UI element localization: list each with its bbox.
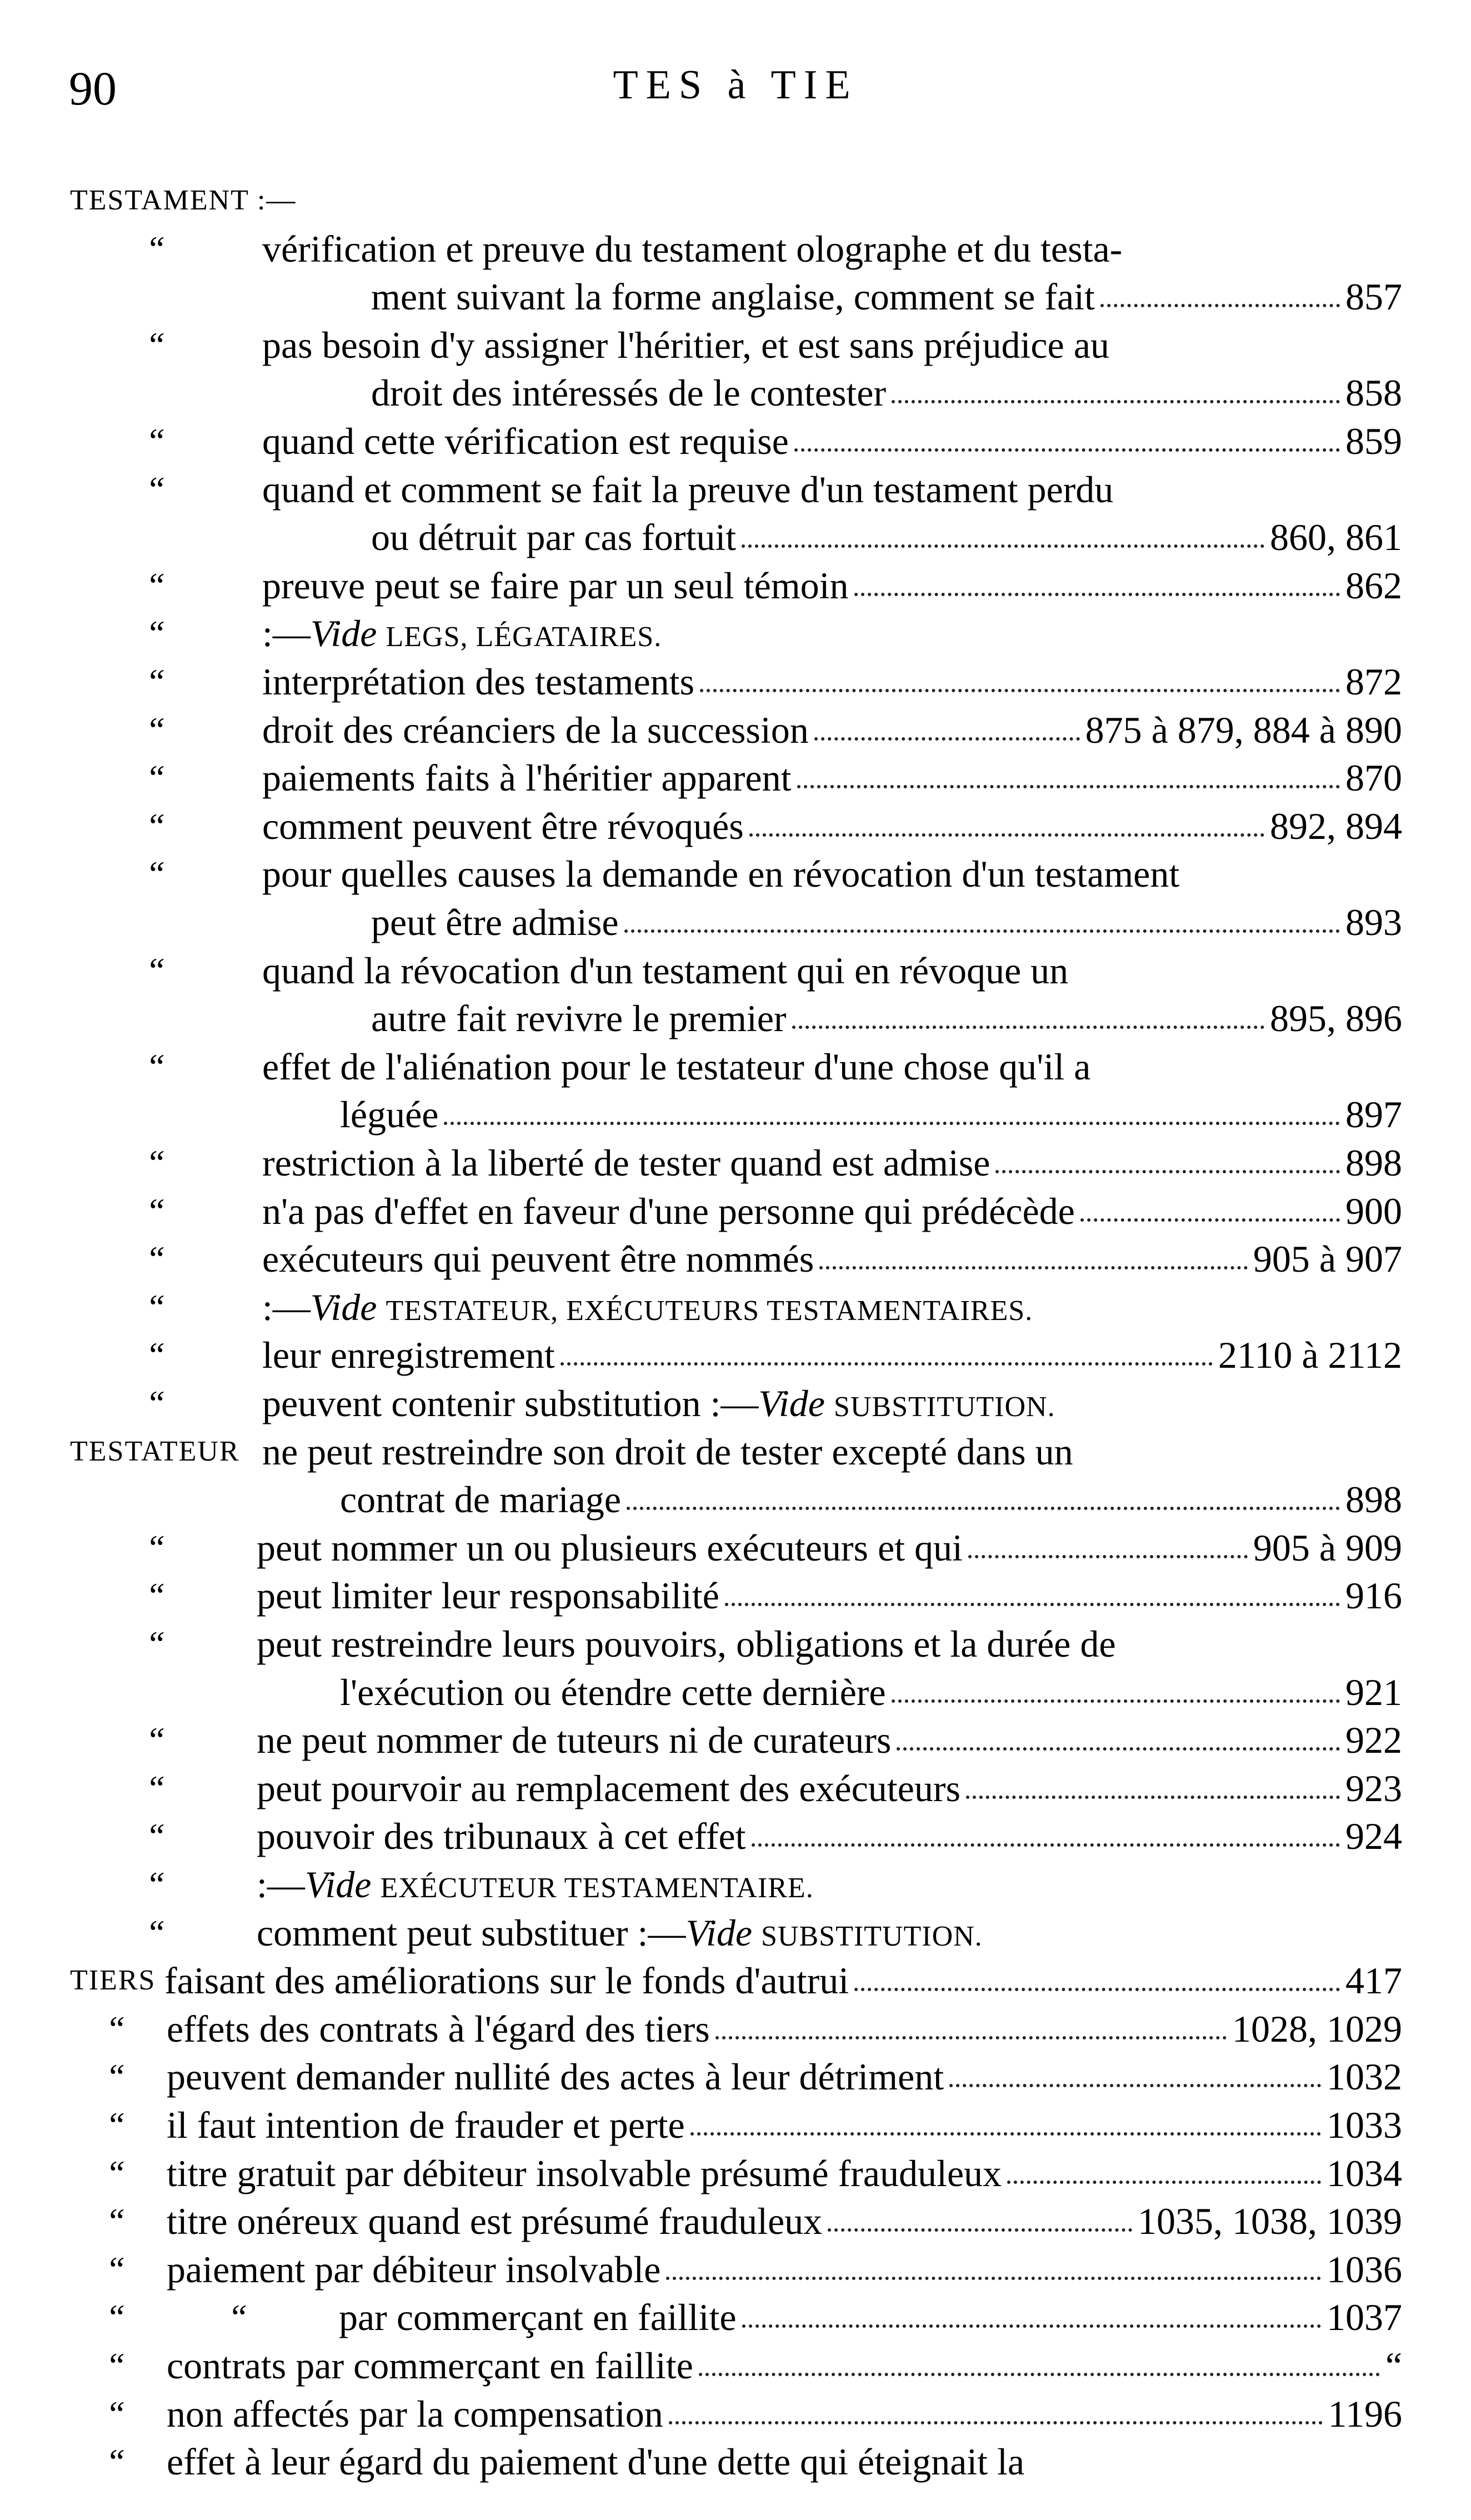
cross-reference: LEGS, LÉGATAIRES.: [386, 621, 662, 653]
ditto-mark: “: [146, 1576, 166, 1616]
index-line: [257, 1524, 1402, 1572]
entry-text: vérification et preuve du testament olographe et du testa-: [262, 227, 1123, 270]
cross-reference: EXÉCUTEUR TESTAMENTAIRE.: [380, 1872, 814, 1904]
entry-text: paiement par débiteur insolvable: [167, 2248, 661, 2291]
index-line: [371, 513, 1402, 561]
vide-label: Vide: [310, 1286, 377, 1328]
leader-dots: [854, 1988, 1340, 1991]
entry-text: peut nommer un ou plusieurs exécuteurs et qui: [257, 1526, 963, 1569]
index-line: [262, 466, 1402, 513]
entry-text: effet à leur égard du paiement d'une dette qui éteignait la: [167, 2441, 1025, 2483]
index-line: [262, 947, 1402, 994]
index-line: [262, 802, 1402, 850]
page-reference: “: [1385, 2344, 1402, 2387]
index-line: [262, 850, 1402, 898]
leader-dots: [854, 593, 1340, 596]
ditto-mark: “: [106, 2249, 126, 2289]
entry-text: :—: [257, 1863, 305, 1906]
entry-text: :—: [262, 1286, 311, 1328]
leader-dots: [1100, 304, 1340, 307]
index-line: [167, 2246, 1402, 2293]
ditto-mark: “: [146, 854, 166, 894]
index-line: [262, 609, 1402, 657]
page-reference: 893: [1345, 901, 1402, 943]
page-reference: 1034: [1327, 2152, 1402, 2194]
page-reference: 922: [1345, 1719, 1402, 1762]
page-reference: 862: [1345, 564, 1402, 607]
ditto-mark: “: [228, 2297, 248, 2337]
page-reference: 858: [1345, 372, 1402, 414]
ditto-mark: “: [146, 1768, 166, 1808]
leader-dots: [995, 1170, 1340, 1173]
index-line: [340, 1476, 1402, 1523]
entry-text: effet de l'aliénation pour le testateur d'une chose qu'il a: [262, 1045, 1091, 1088]
entry-text: restriction à la liberté de tester quand est admise: [262, 1142, 990, 1184]
section-heading-tiers: TIERS: [70, 1964, 156, 1997]
entry-text: autre fait revivre le premier: [371, 997, 787, 1040]
entry-text: l'exécution ou étendre cette dernière: [340, 1671, 886, 1713]
page-reference: 900: [1345, 1189, 1402, 1232]
ditto-mark: “: [146, 1624, 166, 1663]
ditto-mark: “: [146, 613, 166, 653]
leader-dots: [749, 833, 1264, 837]
index-line: [371, 898, 1402, 946]
ditto-mark: “: [146, 1864, 166, 1904]
index-line: [262, 321, 1402, 369]
ditto-mark: “: [146, 1527, 166, 1567]
entry-text: leur enregistrement: [262, 1334, 555, 1377]
section-heading-testament: TESTAMENT :—: [70, 184, 297, 216]
index-line: [262, 754, 1402, 802]
entry-text: léguée: [340, 1093, 439, 1136]
page-reference: 892, 894: [1270, 804, 1402, 847]
entry-text: paiements faits à l'héritier apparent: [262, 757, 792, 799]
leader-dots: [742, 2324, 1321, 2328]
page-reference: 897: [1345, 1093, 1402, 1136]
ditto-mark: “: [106, 2153, 126, 2193]
index-line: [167, 2438, 1402, 2486]
index-line: [164, 1957, 1402, 2004]
page-reference: 872: [1345, 661, 1402, 703]
page-reference: 875 à 879, 884 à 890: [1085, 708, 1402, 751]
index-line: [262, 658, 1402, 706]
index-line: [257, 1909, 1402, 1957]
entry-text: interprétation des testaments: [262, 661, 694, 703]
ditto-mark: “: [106, 2393, 126, 2433]
leader-dots: [725, 1603, 1340, 1606]
leader-dots: [699, 2373, 1380, 2376]
page-reference: 2110 à 2112: [1218, 1334, 1402, 1377]
index-line: [167, 2005, 1402, 2053]
entry-text: faisant des améliorations sur le fonds d'autrui: [164, 1959, 849, 2002]
entry-text: pour quelles causes la demande en révocation d'un testament: [262, 853, 1180, 896]
index-line: [262, 1379, 1402, 1427]
leader-dots: [892, 1699, 1340, 1703]
leader-dots: [897, 1747, 1340, 1751]
ditto-mark: “: [146, 1143, 166, 1182]
entry-text: quand la révocation d'un testament qui en révoque un: [262, 949, 1069, 992]
entry-text: n'a pas d'effet en faveur d'une personne qui prédécède: [262, 1189, 1075, 1232]
ditto-mark: “: [146, 469, 166, 509]
entry-text: non affectés par la compensation: [167, 2392, 663, 2435]
index-line: [340, 1091, 1402, 1138]
entry-text: peuvent demander nullité des actes à leur détriment: [167, 2056, 944, 2098]
page-reference: 1036: [1327, 2248, 1402, 2291]
cross-reference: SUBSTITUTION.: [833, 1391, 1055, 1423]
entry-text: exécuteurs qui peuvent être nommés: [262, 1238, 814, 1281]
ditto-mark: “: [146, 758, 166, 798]
index-line: [167, 2149, 1402, 2197]
index-line: [262, 1235, 1402, 1283]
entry-text: quand et comment se fait la preuve d'un testament perdu: [262, 468, 1114, 511]
leader-dots: [794, 448, 1340, 452]
vide-label: Vide: [758, 1382, 825, 1424]
page-number: 90: [69, 62, 117, 115]
index-line: [262, 1283, 1402, 1331]
entry-text: droit des intéressés de le contester: [371, 372, 887, 414]
index-line: [339, 2293, 1402, 2341]
ditto-mark: “: [146, 1239, 166, 1279]
entry-text: peut restreindre leurs pouvoirs, obligations et la durée de: [257, 1623, 1116, 1665]
entry-text: ou détruit par cas fortuit: [371, 516, 737, 559]
ditto-mark: “: [146, 1720, 166, 1760]
cross-reference: TESTATEUR, EXÉCUTEURS TESTAMENTAIRES.: [386, 1294, 1033, 1327]
leader-dots: [627, 1507, 1340, 1510]
ditto-mark: “: [146, 1287, 166, 1327]
index-line: [262, 417, 1402, 465]
index-line: [371, 994, 1402, 1042]
leader-dots: [828, 2228, 1132, 2232]
entry-text: contrat de mariage: [340, 1478, 621, 1521]
page-reference: 417: [1345, 1959, 1402, 2002]
ditto-mark: “: [146, 662, 166, 701]
index-line: [257, 1716, 1402, 1764]
index-line: [257, 1861, 1402, 1908]
entry-text: droit des créanciers de la succession: [262, 708, 809, 751]
index-line: [262, 225, 1402, 273]
ditto-mark: “: [146, 421, 166, 461]
leader-dots: [892, 400, 1340, 403]
leader-dots: [666, 2277, 1321, 2280]
leader-dots: [742, 544, 1264, 548]
entry-text: effets des contrats à l'égard des tiers: [167, 2007, 710, 2050]
leader-dots: [792, 1026, 1264, 1029]
page-reference: 859: [1345, 420, 1402, 462]
entry-text: pouvoir des tribunaux à cet effet: [257, 1815, 746, 1858]
page-reference: 1196: [1328, 2392, 1402, 2435]
index-line: [262, 1331, 1402, 1379]
entry-text: peut limiter leur responsabilité: [257, 1574, 719, 1617]
leader-dots: [691, 2132, 1321, 2136]
entry-text: comment peuvent être révoqués: [262, 804, 744, 847]
ditto-mark: “: [106, 2297, 126, 2337]
entry-text: preuve peut se faire par un seul témoin: [262, 564, 849, 607]
page-reference: 905 à 907: [1253, 1238, 1402, 1281]
leader-dots: [968, 1555, 1248, 1558]
page-reference: 905 à 909: [1253, 1526, 1402, 1569]
ditto-mark: “: [146, 1383, 166, 1423]
ditto-mark: “: [146, 1046, 166, 1086]
index-line: [262, 562, 1402, 609]
entry-text: par commerçant en faillite: [339, 2296, 737, 2339]
entry-text: ne peut nommer de tuteurs ni de curateurs: [257, 1719, 892, 1762]
leader-dots: [814, 737, 1080, 741]
leader-dots: [444, 1122, 1340, 1125]
page-reference: 1032: [1327, 2056, 1402, 2098]
entry-text: pas besoin d'y assigner l'héritier, et est sans préjudice au: [262, 323, 1109, 366]
index-line: [257, 1572, 1402, 1619]
entry-text: quand cette vérification est requise: [262, 420, 789, 462]
entry-text: peuvent contenir substitution :—: [262, 1382, 759, 1424]
leader-dots: [819, 1266, 1248, 1269]
index-line: [340, 1668, 1402, 1716]
entry-text: contrats par commerçant en faillite: [167, 2344, 693, 2387]
leader-dots: [752, 1843, 1340, 1847]
page-reference: 1037: [1327, 2296, 1402, 2339]
leader-dots: [716, 2036, 1227, 2039]
index-line: [262, 1139, 1402, 1187]
page-reference: 895, 896: [1270, 997, 1402, 1040]
leader-dots: [797, 785, 1340, 788]
section-heading-testateur: TESTATEUR: [70, 1435, 240, 1467]
entry-text: ne peut restreindre son droit de tester excepté dans un: [262, 1430, 1073, 1473]
entry-text: peut être admise: [371, 901, 619, 943]
page-reference: 1035, 1038, 1039: [1138, 2200, 1402, 2243]
index-line: [167, 2342, 1402, 2389]
index-line: [257, 1812, 1402, 1860]
ditto-mark: “: [146, 950, 166, 990]
running-title: TES à TIE: [613, 62, 858, 108]
ditto-mark: “: [106, 2442, 126, 2482]
index-line: [167, 2390, 1402, 2438]
ditto-mark: “: [146, 228, 166, 268]
leader-dots: [1080, 1218, 1340, 1222]
leader-dots: [966, 1796, 1340, 1799]
index-line: [262, 1043, 1402, 1091]
page-reference: 1028, 1029: [1232, 2007, 1402, 2050]
index-line: [257, 1620, 1402, 1668]
ditto-mark: “: [146, 565, 166, 605]
entry-text: :—: [262, 612, 311, 655]
index-line: [262, 1187, 1402, 1235]
page-reference: 870: [1345, 757, 1402, 799]
page-reference: 923: [1345, 1767, 1402, 1809]
ditto-mark: “: [146, 1335, 166, 1375]
ditto-mark: “: [146, 1912, 166, 1952]
page-reference: 916: [1345, 1574, 1402, 1617]
ditto-mark: “: [146, 806, 166, 846]
index-line: [257, 1764, 1402, 1812]
page-reference: 898: [1345, 1478, 1402, 1521]
leader-dots: [561, 1362, 1213, 1366]
index-line: [167, 2053, 1402, 2101]
ditto-mark: “: [146, 324, 166, 364]
entry-text: titre gratuit par débiteur insolvable présumé frauduleux: [167, 2152, 1002, 2194]
index-line: [167, 2197, 1402, 2245]
ditto-mark: “: [106, 2057, 126, 2097]
vide-label: Vide: [686, 1911, 753, 1954]
index-line: [371, 273, 1402, 321]
leader-dots: [624, 929, 1340, 933]
ditto-mark: “: [106, 2201, 126, 2241]
ditto-mark: “: [106, 2105, 126, 2144]
ditto-mark: “: [146, 1816, 166, 1856]
page-reference: 921: [1345, 1671, 1402, 1713]
entry-text: titre onéreux quand est présumé frauduleux: [167, 2200, 823, 2243]
index-line: [262, 706, 1402, 754]
leader-dots: [949, 2084, 1321, 2087]
page-reference: 860, 861: [1270, 516, 1402, 559]
page-reference: 924: [1345, 1815, 1402, 1858]
index-line: [167, 2101, 1402, 2149]
entry-text: comment peut substituer :—: [257, 1911, 686, 1954]
leader-dots: [1007, 2181, 1321, 2184]
page-reference: 1033: [1327, 2104, 1402, 2146]
vide-label: Vide: [310, 612, 377, 655]
entry-text: peut pourvoir au remplacement des exécuteurs: [257, 1767, 960, 1809]
leader-dots: [700, 689, 1340, 692]
leader-dots: [669, 2421, 1323, 2424]
index-line: [262, 1428, 1402, 1476]
page-reference: 898: [1345, 1142, 1402, 1184]
ditto-mark: “: [146, 709, 166, 749]
ditto-mark: “: [106, 2346, 126, 2385]
entry-text: ment suivant la forme anglaise, comment se fait: [371, 276, 1095, 318]
ditto-mark: “: [106, 2008, 126, 2048]
cross-reference: SUBSTITUTION.: [761, 1920, 983, 1952]
page-reference: 857: [1345, 276, 1402, 318]
entry-text: il faut intention de frauder et perte: [167, 2104, 685, 2146]
index-line: [371, 369, 1402, 417]
ditto-mark: “: [146, 1191, 166, 1231]
vide-label: Vide: [304, 1863, 372, 1906]
